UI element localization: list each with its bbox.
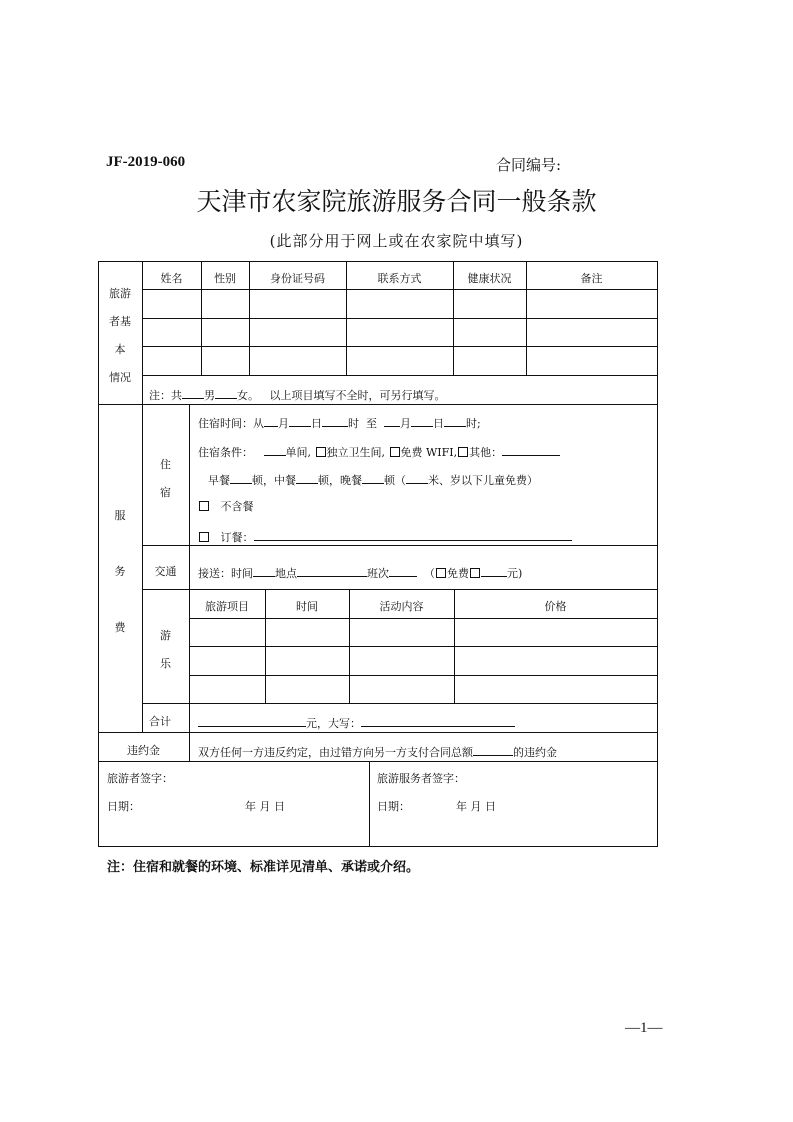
- tourist-count-note: 注：共 男 女。 以上项目填写不全时，可另行填写。: [149, 389, 446, 402]
- lodging-label-1: 住: [160, 458, 171, 471]
- page-number: —1—: [625, 1020, 663, 1036]
- total-label: 合计: [149, 715, 171, 728]
- form-code: JF-2019-060: [106, 154, 186, 170]
- column-header: 活动内容: [379, 600, 424, 613]
- column-header: 价格: [544, 600, 567, 613]
- service-fee-label-1: 服: [114, 509, 126, 522]
- other-checkbox[interactable]: [458, 447, 468, 457]
- order-meal-blank[interactable]: [254, 529, 572, 541]
- transport-label: 交通: [154, 565, 177, 578]
- page-subtitle: (此部分用于网上或在农家院中填写): [269, 232, 524, 250]
- column-header: 时间: [296, 600, 318, 613]
- tourist-date-label: 日期：: [107, 800, 140, 813]
- service-fee-label-3: 费: [114, 621, 126, 634]
- meals-line: 早餐 顿，中餐 顿，晚餐 顿（ 米、岁以下儿童免费）: [208, 474, 538, 487]
- no-meal-checkbox[interactable]: [199, 501, 209, 511]
- contract-number-label: 合同编号:: [496, 156, 562, 174]
- lodging-label-2: 宿: [160, 486, 171, 499]
- service-fee-label-2: 务: [114, 565, 126, 578]
- total-line: 元，大写：: [198, 715, 515, 731]
- column-header: 姓名: [160, 272, 183, 285]
- page-title: 天津市农家院旅游服务合同一般条款: [196, 187, 597, 216]
- provider-date-label: 日期：: [377, 800, 410, 813]
- order-meal-option: 订餐：: [198, 529, 572, 545]
- free-wifi-checkbox[interactable]: [390, 447, 400, 457]
- paid-transport-checkbox[interactable]: [470, 568, 480, 578]
- no-meal-option: 不含餐: [198, 500, 254, 514]
- footer-note: 注：住宿和就餐的环境、标准详见清单、承诺或介绍。: [107, 860, 420, 875]
- penalty-amount-blank[interactable]: [473, 744, 513, 756]
- free-transport-checkbox[interactable]: [436, 568, 446, 578]
- column-header: 联系方式: [377, 272, 422, 285]
- column-header: 备注: [580, 272, 603, 285]
- column-header: 性别: [214, 272, 236, 285]
- column-header: 身份证号码: [270, 272, 325, 285]
- penalty-text: 双方任何一方违反约定，由过错方向另一方支付合同总额 的违约金: [198, 746, 557, 759]
- penalty-label: 违约金: [127, 744, 160, 757]
- provider-date-ymd: 年 月 日: [456, 800, 496, 813]
- private-bath-checkbox[interactable]: [316, 447, 326, 457]
- total-count-blank[interactable]: [182, 387, 204, 399]
- total-amount-blank[interactable]: [198, 715, 306, 727]
- lodging-time-line: 住宿时间：从 月 日 时 至 月 日 时;: [198, 417, 481, 430]
- total-uppercase-blank[interactable]: [361, 715, 515, 727]
- tourist-date-ymd: 年 月 日: [245, 800, 285, 813]
- recreation-label-2: 乐: [160, 657, 171, 670]
- provider-signature-label: 旅游服务者签字：: [377, 772, 465, 785]
- column-header: 健康状况: [467, 272, 512, 285]
- column-header: 旅游项目: [205, 600, 249, 613]
- other-blank[interactable]: [502, 444, 560, 456]
- order-meal-checkbox[interactable]: [199, 532, 209, 542]
- recreation-label-1: 游: [160, 629, 171, 642]
- tourist-signature-label: 旅游者签字：: [107, 772, 173, 785]
- male-count-blank[interactable]: [215, 387, 237, 399]
- transport-line: 接送：时间 地点 班次 （ 免费 元): [198, 567, 523, 580]
- lodging-conditions-line: 住宿条件： 单间, 独立卫生间, 免费 WIFI, 其他：: [198, 444, 560, 460]
